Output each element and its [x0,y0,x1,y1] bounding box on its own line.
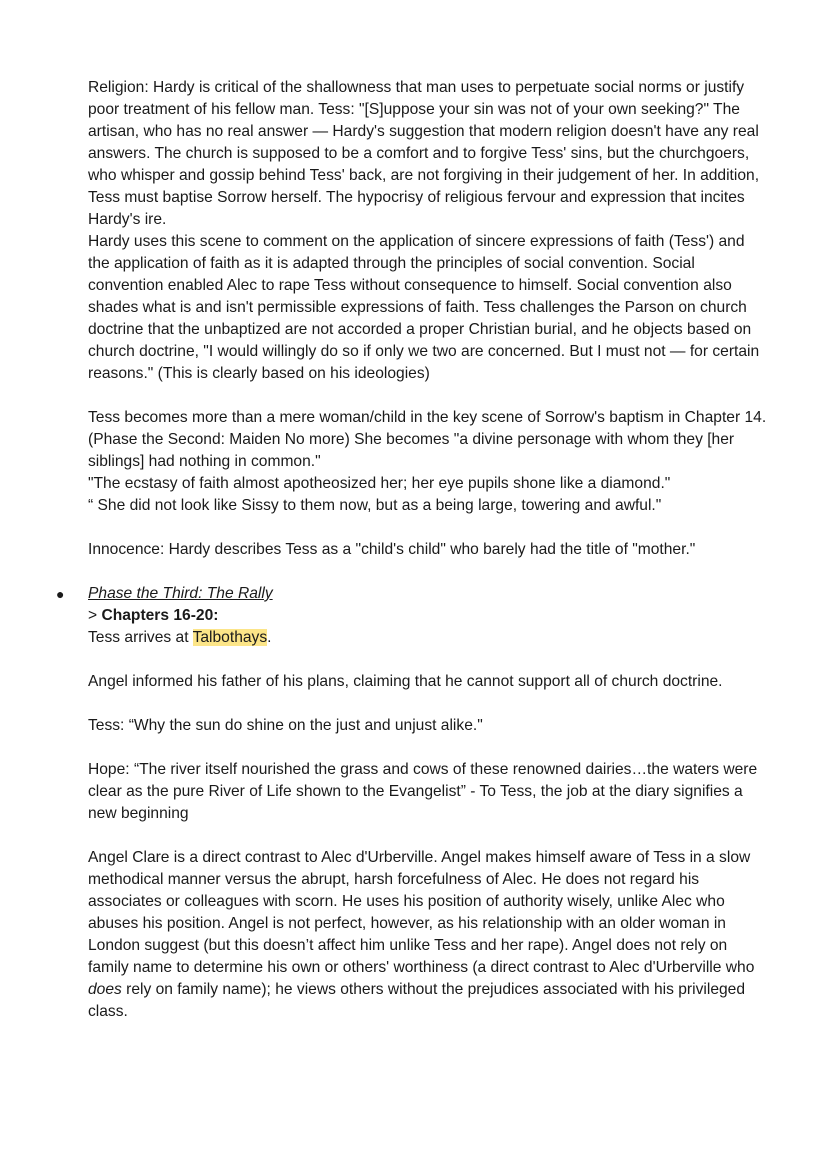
chapters-heading: > Chapters 16-20: [88,607,219,624]
bullet-icon: ● [56,586,65,602]
tess-sun-quote: Tess: “Why the sun do shine on the just and unjust alike." [88,717,483,734]
sissy-quote: “ She did not look like Sissy to them now, but as a being large, towering and awful." [88,497,662,514]
section-bullet-item [56,583,768,649]
ecstasy-quote: "The ecstasy of faith almost apotheosized her; her eye pupils shone like a diamond." [88,475,671,492]
hope-paragraph: Hope: “The river itself nourished the grass and cows of these renowned dairies…the waters were clear as the pure River of Life shown to the Evangelist” - To Tess, the job at the diary signifies a new beginning [88,761,758,822]
phase-third-link[interactable]: Phase the Third: The Rally [88,585,273,602]
spacer [88,517,768,539]
spacer [88,561,768,583]
arrives-line: Tess arrives at Talbothays. [88,629,272,646]
spacer [88,825,768,847]
angel-contrast-paragraph: Angel Clare is a direct contrast to Alec d'Urberville. Angel makes himself aware of Tess in a slow methodical manner versus the abrupt, harsh forcefulness of Alec. He does not regard his associates or colleagues with scorn. He uses his position of authority wisely, unlike Alec who abuses his position. Angel is not perfect, however, as his relationship with an older woman in London suggest (but this doesn’t affect him unlike Tess and her rape). Angel does not rely on family name to determine his own or others' worthiness (a direct contrast to Alec d'Urberville who does rely on family name); he views others without the prejudices associated with his privileged class. [88,849,755,1020]
tess-becomes-paragraph: Tess becomes more than a mere woman/child in the key scene of Sorrow's baptism in Chapter 14. (Phase the Second: Maiden No more) She becomes "a divine personage with whom they [her siblings] had nothing in common." [88,409,767,470]
spacer [88,693,768,715]
religion-paragraph: Religion: Hardy is critical of the shallowness that man uses to perpetuate social norms or justify poor treatment of his fellow man. Tess: "[S]uppose your sin was not of your own seeking?" The artisan, who has no real answer — Hardy's suggestion that modern religion doesn't have any real answers. The church is supposed to be a comfort and to forgive Tess' sins, but the churchgoers, who whisper and gossip behind Tess' back, are not forgiving in their judgement of her. In addition, Tess must baptise Sorrow herself. The hypocrisy of religious fervour and expression that incites Hardy's ire. [88,79,760,228]
spacer [88,649,768,671]
spacer [88,385,768,407]
highlighted-place: Talbothays [192,629,268,646]
innocence-paragraph: Innocence: Hardy describes Tess as a "child's child" who barely had the title of "mother." [88,541,696,558]
hardy-scene-paragraph: Hardy uses this scene to comment on the application of sincere expressions of faith (Tess') and the application of faith as it is adapted through the principles of social convention. Social convention enabled Alec to rape Tess without consequence to himself. Social convention also shades what is and isn't permissible expressions of faith. Tess challenges the Parson on church doctrine that the unbaptized are not accorded a proper Christian burial, and he objects based on church doctrine, "I would willingly do so if only we two are concerned. But I must not — for certain reasons." (This is clearly based on his ideologies) [88,233,760,382]
spacer [88,737,768,759]
angel-father-paragraph: Angel informed his father of his plans, claiming that he cannot support all of church doctrine. [88,673,723,690]
document-page [56,77,768,1023]
